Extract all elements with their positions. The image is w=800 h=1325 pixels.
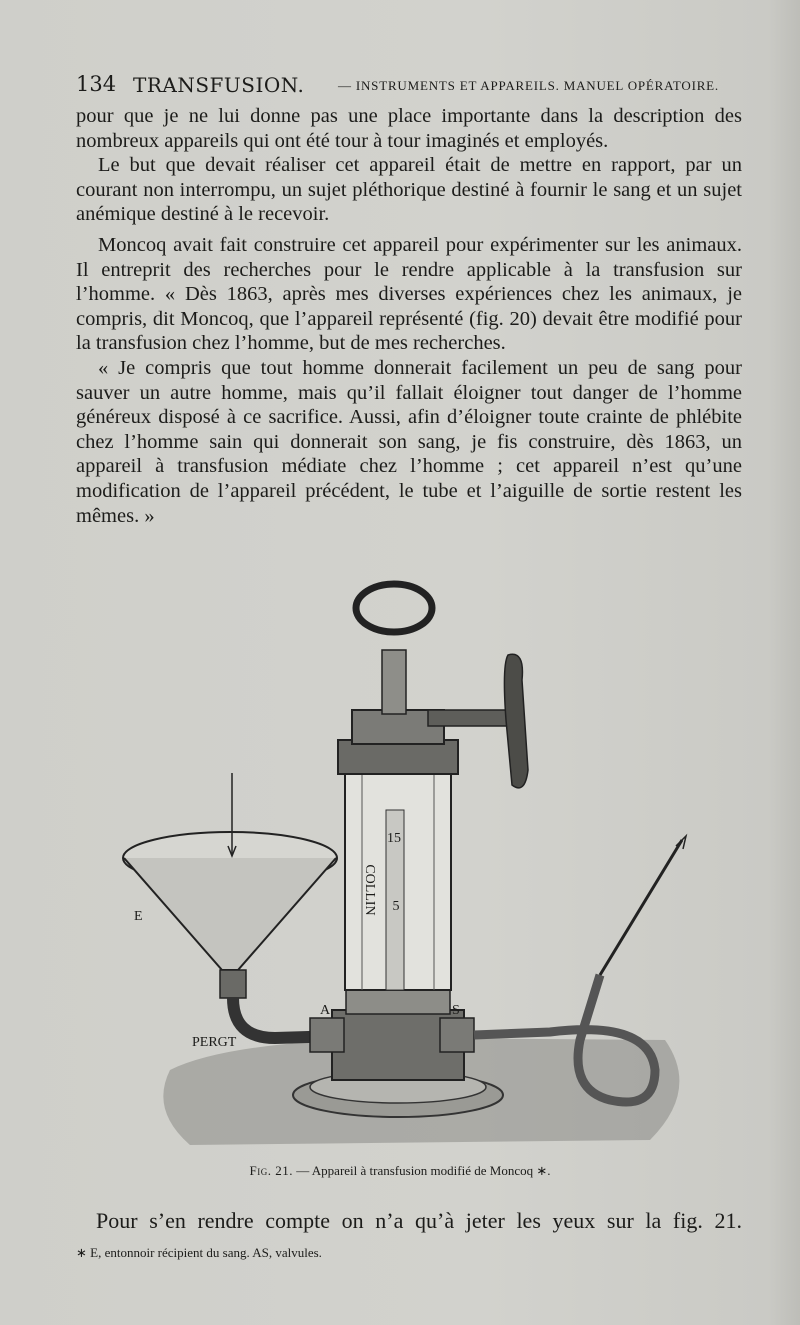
running-subtitle: — INSTRUMENTS ET APPAREILS. MANUEL OPÉRATOIRE. [338,78,719,93]
paragraph: Moncoq avait fait construire cet appareil pour expérimenter sur les animaux. Il entreprit des recherches pour le rendre applicable à la transfusion sur l’homme. « Dès 1863, après mes diverses expériences chez les animaux, je compris, dit Moncoq, que l’appareil représenté (fig. 20) devait être modifié pour la transfusion chez l’homme, but de mes recherches. [76,233,742,355]
figure-caption-text: — Appareil à transfusion modifié de Moncoq ∗. [296,1163,551,1178]
engraver-signature: PERGT [192,1035,237,1050]
paragraph: « Je compris que tout homme donnerait facilement un peu de sang pour sauver un autre homme, mais qu’il fallait éloigner tout danger de l’homme généreux disposé à ce sacrifice. Aussi, afin d’éloigner toute crainte de phlébite chez l’homme sain qui donnerait son sang, je fis construire, dès 1863, un appareil à transfusion médiate chez l’homme ; cet appareil n’est qu’une modification de l’appareil précédent, le tube et l’aiguille de sortie restent les mêmes. » [76,356,742,527]
page-number: 134 [76,72,117,96]
label-S: S [452,1003,460,1018]
label-E: E [134,909,143,924]
scale-mid-label: 5 [392,899,400,914]
closing-line: Pour s’en rendre compte on n’a qu’à jeter les yeux sur la fig. 21. [96,1208,742,1233]
running-title: TRANSFUSION. [133,73,305,97]
body-text [76,104,742,528]
figure-caption [0,1163,800,1179]
footnote: ∗ E, entonnoir récipient du sang. AS, valvules. [76,1245,322,1260]
paragraph: pour que je ne lui donne pas une place importante dans la description des nombreux appareils qui ont été tour à tour imaginés et employés. [76,105,742,152]
figure-illustration [110,570,710,1160]
maker-stamp: COLLIN [362,864,377,916]
label-A: A [320,1003,331,1018]
figure-number: Fig. 21. [249,1163,293,1178]
paragraph: Le but que devait réaliser cet appareil était de mettre en rapport, par un courant non interrompu, un sujet pléthorique destiné à fournir le sang et un sujet anémique destiné à le recevoir. [76,154,742,226]
scale-top-label: 15 [387,831,401,846]
running-header [76,70,719,100]
